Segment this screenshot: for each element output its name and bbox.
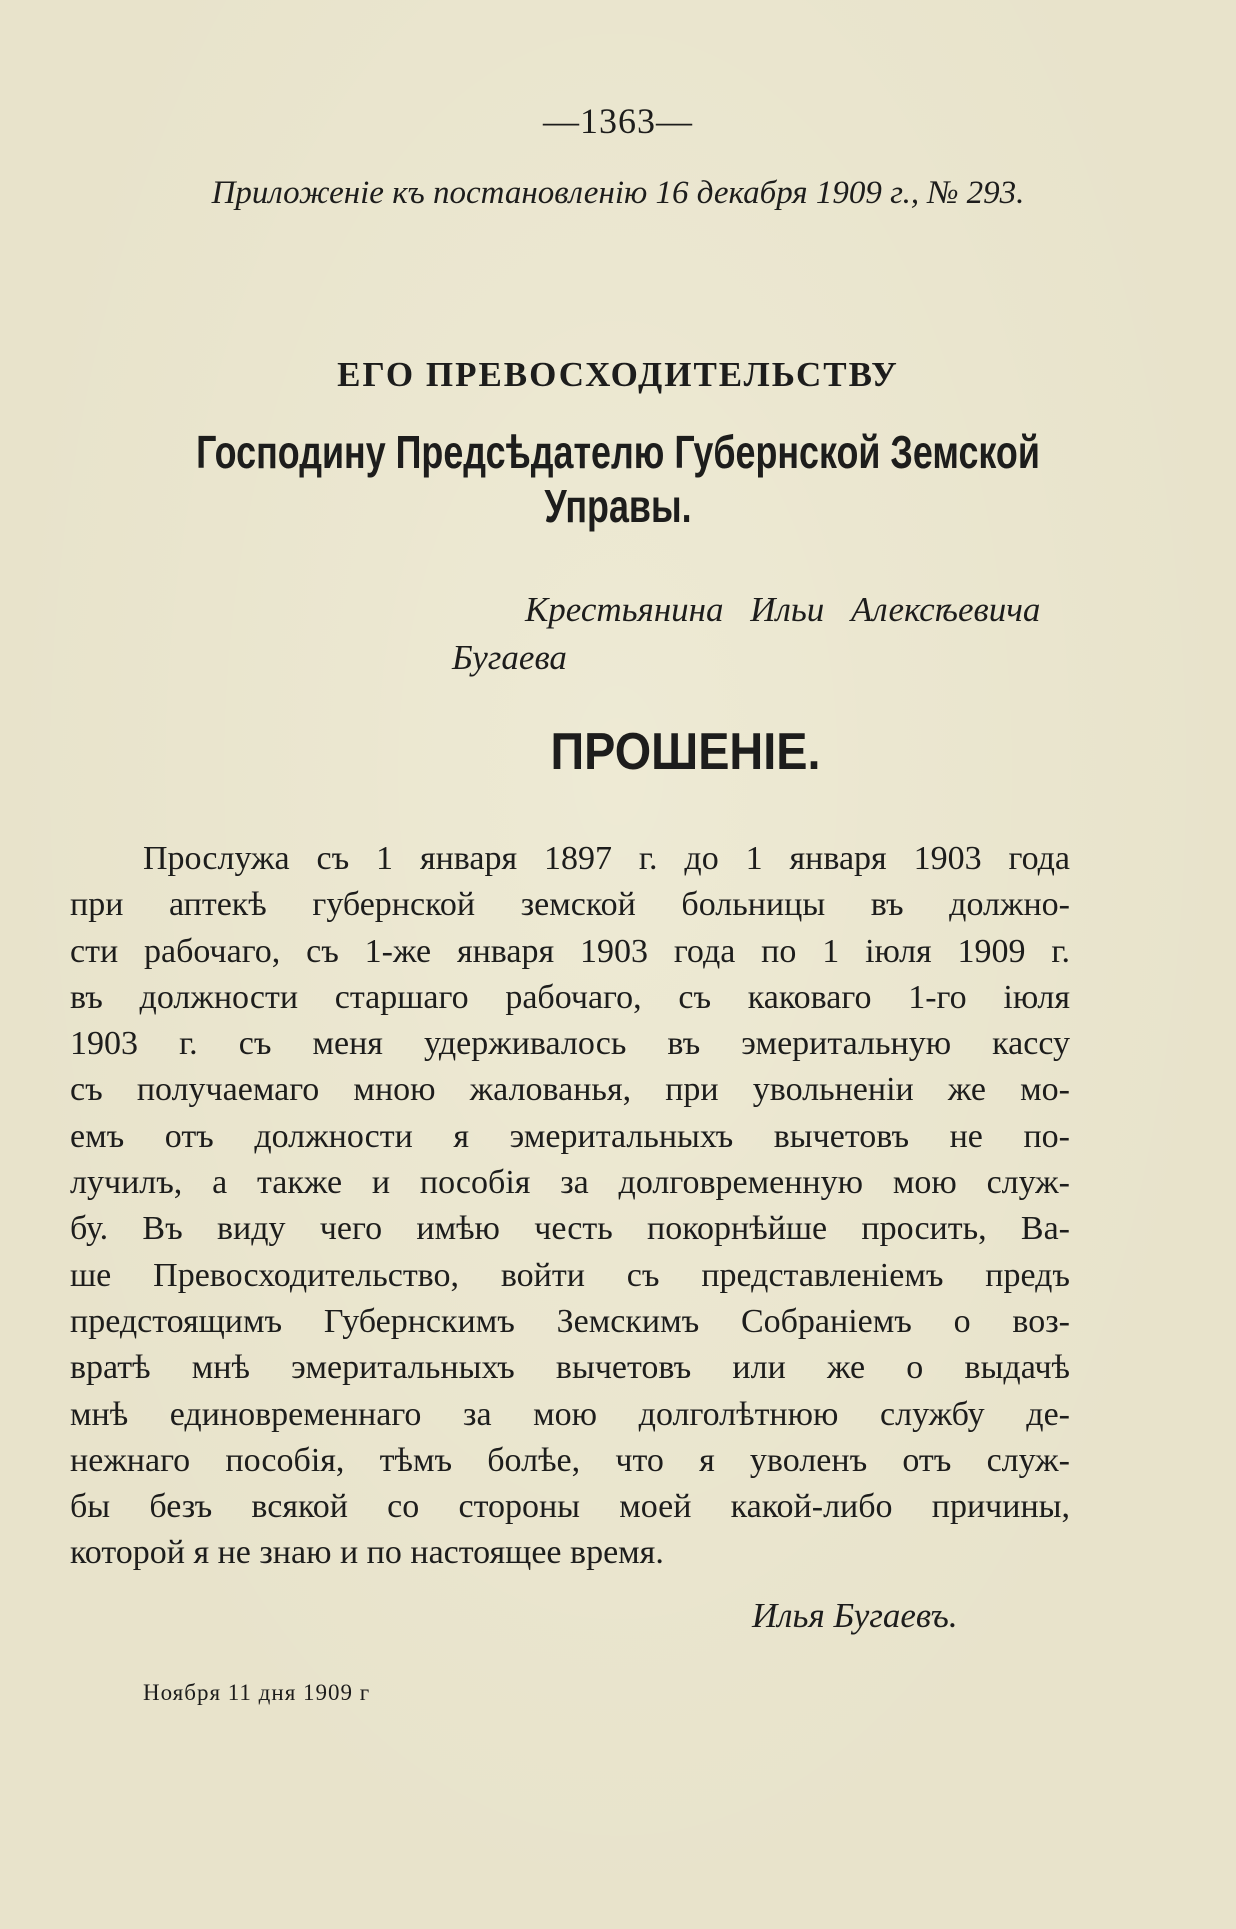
body-line: въ должности старшаго рабочаго, съ каковаго 1-го іюля xyxy=(70,978,1070,1016)
body-line: которой я не знаю и по настоящее время. xyxy=(70,1534,664,1572)
body-line: ше Превосходительство, войти съ представленіемъ предъ xyxy=(70,1256,1070,1294)
body-line: емъ отъ должности я эмеритальныхъ вычетовъ не по- xyxy=(70,1117,1070,1155)
addressee-name: Господину Предсѣдателю Губернской Земской Управы. xyxy=(196,426,1040,532)
petitioner-line-1: Крестьянина Ильи Алексѣевича xyxy=(525,590,1041,629)
body-line: бу. Въ виду чего имѣю честь покорнѣйше просить, Ва- xyxy=(70,1210,1070,1248)
body-line: 1903 г. съ меня удерживалось въ эмеритальную кассу xyxy=(70,1025,1070,1063)
body-line: Прослужа съ 1 января 1897 г. до 1 января 1903 года xyxy=(143,840,1070,877)
signature: Илья Бугаевъ. xyxy=(752,1596,958,1635)
body-line: при аптекѣ губернской земской больницы въ должно- xyxy=(70,886,1070,924)
body-line: предстоящимъ Губернскимъ Земскимъ Собраніемъ о воз- xyxy=(70,1302,1070,1340)
body-line: лучилъ, а также и пособія за долговременную мою служ- xyxy=(70,1164,1070,1202)
appendix-note: Приложеніе къ постановленію 16 декабря 1909 г., № 293. xyxy=(211,175,1025,211)
body-line: сти рабочаго, съ 1-же января 1903 года по 1 іюля 1909 г. xyxy=(70,932,1070,970)
document-title: ПРОШЕНІЕ. xyxy=(550,723,821,781)
addressee-title: ЕГО ПРЕВОСХОДИТЕЛЬСТВУ xyxy=(337,355,899,394)
body-line: мнѣ единовременнаго за мою долголѣтнюю службу де- xyxy=(70,1395,1070,1433)
body-line: бы безъ всякой со стороны моей какой-либо причины, xyxy=(70,1488,1070,1526)
body-line: съ получаемаго мною жалованья, при увольненіи же мо- xyxy=(70,1071,1070,1109)
page-number: —1363— xyxy=(543,101,693,141)
body-line: нежнаго пособія, тѣмъ болѣе, что я уволенъ отъ служ- xyxy=(70,1441,1070,1479)
petitioner-line-2: Бугаева xyxy=(452,638,567,677)
petition-body xyxy=(70,836,1070,1577)
date-line: Ноября 11 дня 1909 г xyxy=(143,1680,371,1705)
body-line: вратѣ мнѣ эмеритальныхъ вычетовъ или же о выдачѣ xyxy=(70,1349,1070,1387)
